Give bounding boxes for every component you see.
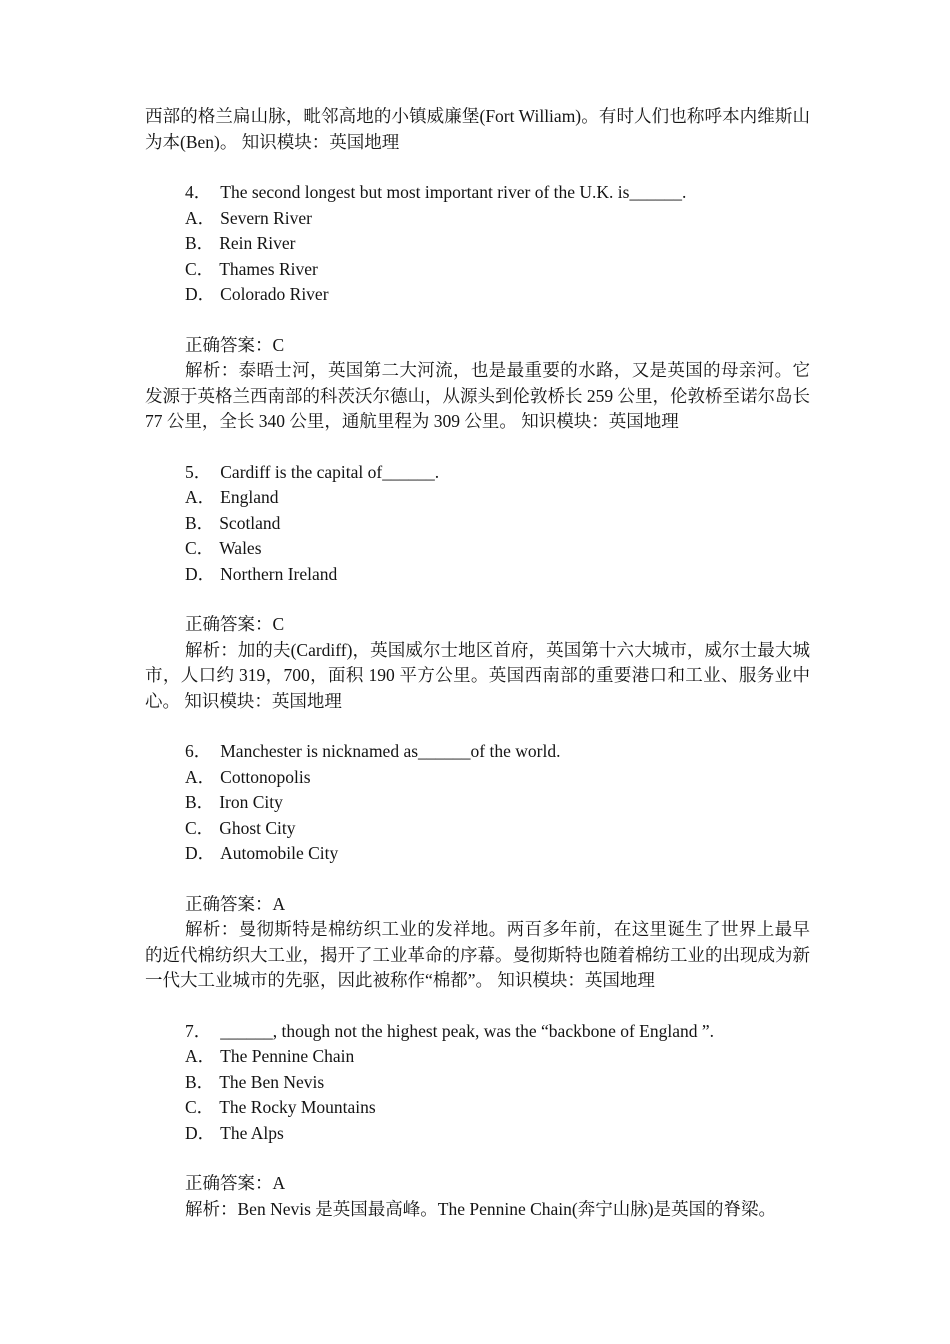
option-b: [145, 511, 810, 537]
option-text: The Ben Nevis: [219, 1071, 325, 1092]
option-key: C．: [185, 1097, 215, 1117]
question-6: [145, 739, 810, 994]
option-key: B．: [185, 233, 215, 253]
intro-paragraph: 西部的格兰扁山脉，毗邻高地的小镇威廉堡(Fort William)。有时人们也称呼本内维斯山为本(Ben)。 知识模块：英国地理: [145, 106, 810, 152]
option-text: Ghost City: [219, 817, 296, 838]
answer-line: [145, 892, 810, 918]
option-text: Colorado River: [220, 284, 329, 304]
option-text: Iron City: [219, 792, 283, 812]
question-stem: [145, 1019, 810, 1045]
option-d: [145, 562, 810, 588]
option-key: C．: [185, 538, 215, 558]
option-key: C．: [185, 817, 215, 838]
question-4: [145, 180, 810, 435]
answer-line: [145, 333, 810, 359]
explanation-paragraph: 解析：泰晤士河，英国第二大河流，也是最重要的水路，又是英国的母亲河。它发源于英格兰西南部的科茨沃尔德山，从源头到伦敦桥长 259 公里，伦敦桥至诺尔岛长 77 公里，全长 340 公里，通航里程为 309 公里。 知识模块：英国地理: [145, 360, 810, 431]
option-key: A．: [185, 1046, 216, 1066]
option-text: The Alps: [220, 1122, 284, 1143]
answer-label: 正确答案：: [185, 334, 273, 355]
option-key: B．: [185, 792, 215, 812]
option-key: D．: [185, 843, 216, 863]
answer-value: C: [272, 334, 285, 355]
option-text: Thames River: [219, 258, 318, 279]
answer-label: 正确答案：: [185, 614, 273, 634]
option-text: Scotland: [219, 512, 281, 533]
option-text: The Pennine Chain: [220, 1046, 355, 1066]
answer-value: A: [272, 893, 286, 914]
option-c: [145, 257, 810, 283]
question-number: 7．: [185, 1020, 212, 1041]
option-a: [145, 485, 810, 511]
option-d: [145, 282, 810, 308]
option-a: [145, 765, 810, 791]
answer-value: C: [272, 614, 285, 634]
option-key: B．: [185, 512, 215, 533]
option-key: B．: [185, 1071, 215, 1092]
option-c: [145, 536, 810, 562]
question-number: 6．: [185, 741, 212, 761]
question-number: 5．: [185, 461, 212, 482]
question-5: [145, 460, 810, 715]
option-key: A．: [185, 487, 216, 507]
explanation-paragraph: 解析：曼彻斯特是棉纺织工业的发祥地。两百多年前，在这里诞生了世界上最早的近代棉纺织大工业，揭开了工业革命的序幕。曼彻斯特也随着棉纺工业的出现成为新一代大工业城市的先驱，因此被称作“棉都”。 知识模块：英国地理: [145, 919, 810, 990]
option-a: [145, 1044, 810, 1070]
question-stem: [145, 739, 810, 765]
answer-label: 正确答案：: [185, 893, 273, 914]
option-key: A．: [185, 207, 216, 228]
option-text: England: [220, 487, 279, 507]
option-key: D．: [185, 563, 216, 584]
option-key: D．: [185, 284, 216, 304]
option-text: The Rocky Mountains: [219, 1097, 376, 1117]
option-c: [145, 1095, 810, 1121]
answer-line: [145, 1171, 810, 1197]
answer-line: [145, 612, 810, 638]
option-b: [145, 231, 810, 257]
option-text: Rein River: [219, 233, 296, 253]
answer-value: A: [272, 1173, 286, 1193]
option-c: [145, 816, 810, 842]
explanation-paragraph: 解析：Ben Nevis 是英国最高峰。The Pennine Chain(奔宁山脉)是英国的脊梁。: [185, 1198, 777, 1219]
option-key: C．: [185, 258, 215, 279]
option-text: Cottonopolis: [220, 766, 311, 787]
option-b: [145, 790, 810, 816]
question-text: ______, though not the highest peak, was the “backbone of England ”.: [220, 1020, 715, 1041]
option-b: [145, 1070, 810, 1096]
question-text: The second longest but most important river of the U.K. is______.: [220, 182, 687, 202]
explanation-paragraph: 解析：加的夫(Cardiff)，英国威尔士地区首府，英国第十六大城市，威尔士最大城市，人口约 319，700，面积 190 平方公里。英国西南部的重要港口和工业、服务业中心。 知识模块：英国地理: [145, 639, 810, 711]
question-text: Manchester is nicknamed as______of the world.: [220, 741, 561, 761]
question-number: 4．: [185, 182, 212, 202]
answer-label: 正确答案：: [185, 1173, 273, 1193]
option-a: [145, 206, 810, 232]
option-text: Severn River: [220, 207, 312, 228]
option-text: Wales: [219, 538, 262, 558]
option-d: [145, 841, 810, 867]
option-text: Automobile City: [220, 843, 339, 863]
option-key: D．: [185, 1122, 216, 1143]
question-stem: [145, 460, 810, 486]
question-stem: [145, 180, 810, 206]
option-key: A．: [185, 766, 216, 787]
option-d: [145, 1121, 810, 1147]
question-text: Cardiff is the capital of______.: [220, 461, 440, 482]
option-text: Northern Ireland: [220, 563, 338, 584]
question-7: [145, 1019, 810, 1223]
